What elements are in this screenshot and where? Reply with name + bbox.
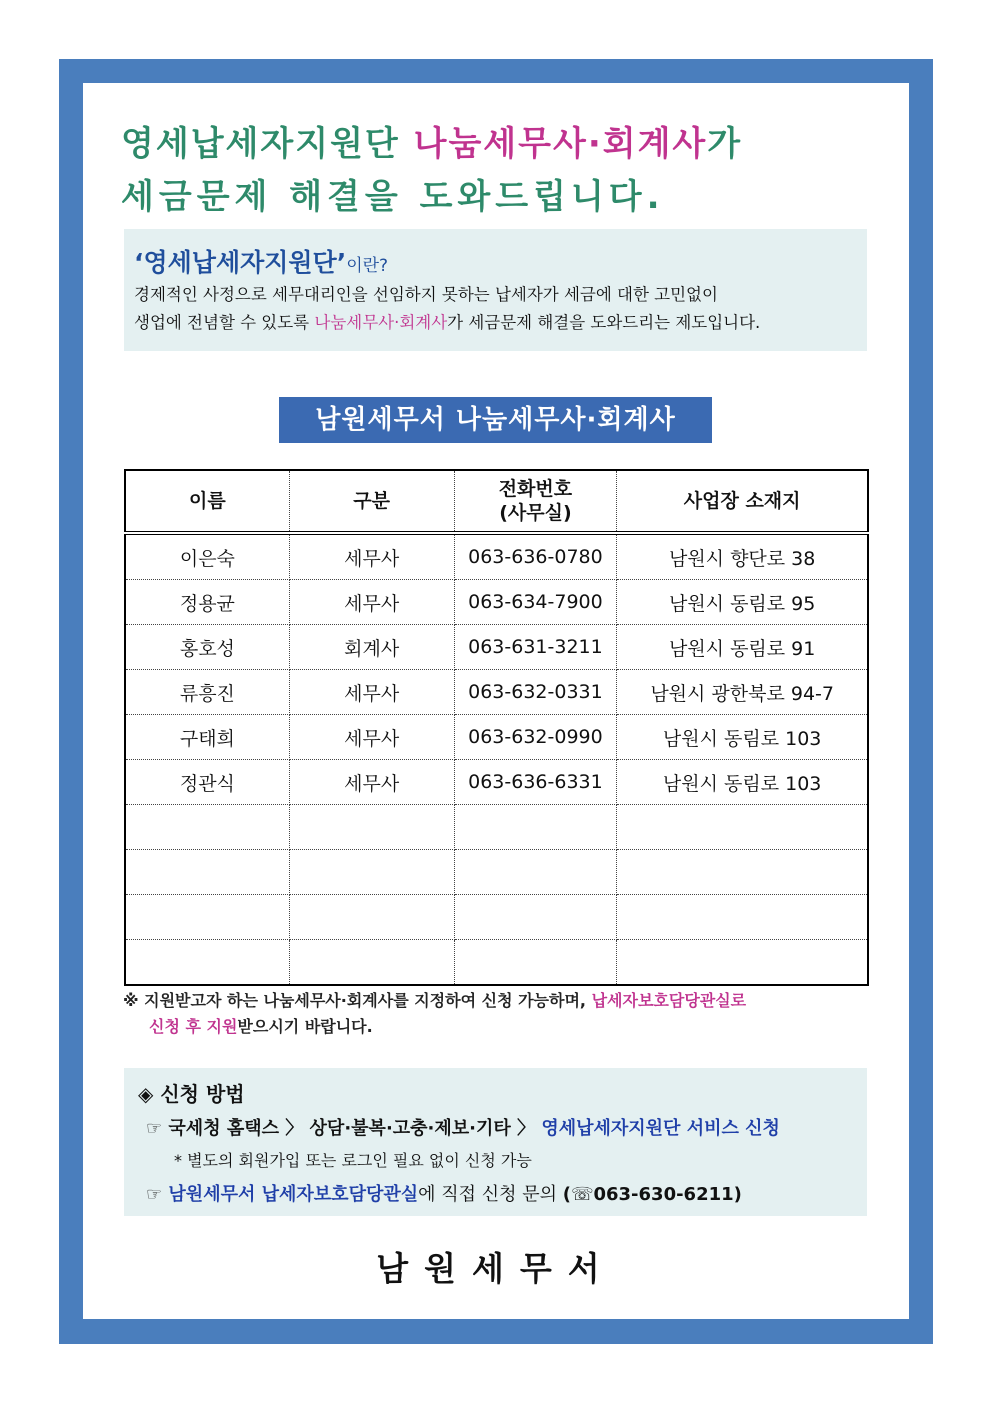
about-title-text: ‘영세납세자지원단’ [134,248,347,277]
header-type: 구분 [289,470,454,533]
footer-office-name: 남원세무서 [376,1249,616,1288]
header-phone-line-2: (사무실) [499,502,572,524]
cell-phone: 063-636-6331 [454,760,617,805]
note-text-b: 받으시기 바랍니다. [237,1017,373,1036]
table-row [125,715,868,760]
pointing-hand-icon: ☞ [146,1118,163,1139]
cell-address: 남원시 동림로 103 [617,715,868,760]
cell-address: 남원시 동림로 91 [617,625,868,670]
pointing-hand-icon: ☞ [146,1184,163,1205]
note-highlight: 납세자보호담당관실로 [591,991,747,1010]
note-line-2 [123,1014,883,1040]
headline-line-2: 세금문제 해결을 도와드립니다. [121,177,665,217]
table-row [125,533,868,580]
empty-table-row [125,940,868,986]
apply-row-hometax [146,1114,780,1140]
table-note [123,988,883,1040]
empty-table-row [125,895,868,940]
cell-phone: 063-631-3211 [454,625,617,670]
about-line-2-highlight: 나눔세무사·회계사 [314,313,448,332]
cell-name: 이은숙 [125,533,289,580]
apply-row1-service: 영세납세자지원단 서비스 신청 [541,1118,780,1139]
header-phone-line-1: 전화번호 [498,478,573,500]
header-name: 이름 [125,470,289,533]
about-description [134,281,856,337]
table-row [125,670,868,715]
cell-name: 정용균 [125,580,289,625]
apply-method-box [124,1068,867,1216]
note-text-a: 지원받고자 하는 나눔세무사·회계사를 지정하여 신청 가능하며, [144,991,592,1010]
cell-name: 정관식 [125,760,289,805]
apply-row1-path: 국세청 홈택스 〉 상담·불복·고충·제보·기타 〉 [168,1118,536,1139]
cell-type: 세무사 [289,760,454,805]
cell-phone: 063-632-0990 [454,715,617,760]
header-address: 사업장 소재지 [617,470,868,533]
apply-row-office [146,1180,742,1206]
cell-type: 세무사 [289,670,454,715]
cell-type: 세무사 [289,715,454,760]
table-header-row [125,470,868,533]
about-line-2 [134,309,856,337]
headline-line-1 [121,116,742,165]
note-highlight-2: 신청 후 지원 [149,1017,238,1036]
table-row [125,625,868,670]
apply-row3-text: 에 직접 신청 문의 [418,1184,563,1205]
cell-phone: 063-632-0331 [454,670,617,715]
about-box [124,229,867,351]
apply-row-note: * 별도의 회원가입 또는 로그인 필요 없이 신청 가능 [174,1151,532,1170]
empty-table-row [125,805,868,850]
cell-name: 류흥진 [125,670,289,715]
empty-table-row [125,850,868,895]
cell-address: 남원시 동림로 103 [617,760,868,805]
table-row [125,760,868,805]
apply-row3-phone: (☏063-630-6211) [562,1184,742,1205]
cell-phone: 063-634-7900 [454,580,617,625]
cell-phone: 063-636-0780 [454,533,617,580]
table-title: 남원세무서 나눔세무사·회계사 [279,397,712,443]
headline-green-text: 영세납세자지원단 [121,124,414,164]
about-line-1: 경제적인 사정으로 세무대리인을 선임하지 못하는 납세자가 세금에 대한 고민없이 [134,285,718,304]
cell-address: 남원시 광한북로 94-7 [617,670,868,715]
cell-type: 회계사 [289,625,454,670]
about-line-2b: 가 세금문제 해결을 도와드리는 제도입니다. [447,313,761,332]
header-phone [454,470,617,533]
about-line-2a: 생업에 전념할 수 있도록 [134,313,315,332]
advisor-table [124,469,869,986]
about-title [134,243,388,279]
apply-title: ◈ 신청 방법 [138,1082,245,1106]
cell-name: 구태희 [125,715,289,760]
headline-magenta-text: 나눔세무사·회계사 [413,124,708,164]
headline-end-text: 가 [707,124,743,164]
cell-address: 남원시 동림로 95 [617,580,868,625]
cell-address: 남원시 향단로 38 [617,533,868,580]
about-title-suffix: 이란? [346,256,389,276]
apply-row3-office: 남원세무서 납세자보호담당관실 [168,1184,419,1205]
note-mark: ※ [123,991,139,1010]
cell-type: 세무사 [289,580,454,625]
cell-name: 홍호성 [125,625,289,670]
table-row [125,580,868,625]
cell-type: 세무사 [289,533,454,580]
